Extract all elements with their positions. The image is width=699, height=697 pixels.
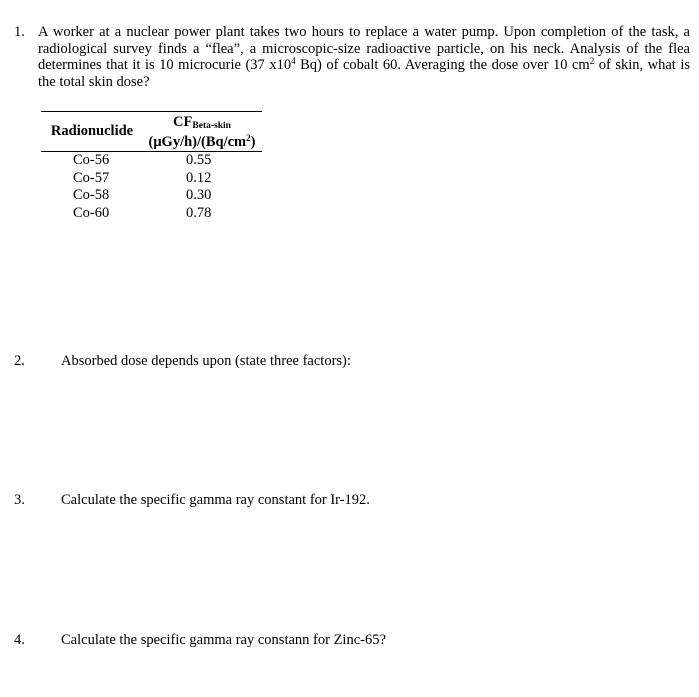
question-4-number: 4. (14, 632, 25, 648)
table-header-row (41, 112, 262, 152)
cf-value-cell: 0.78 (186, 204, 212, 221)
question-4-text: Calculate the specific gamma ray constann for Zinc-65? (61, 632, 386, 648)
question-2-number: 2. (14, 353, 25, 369)
cf-value-cell: 0.12 (186, 169, 212, 186)
question-3-number: 3. (14, 492, 25, 508)
table-row (41, 205, 262, 223)
question-1 (14, 24, 690, 90)
question-3-text: Calculate the specific gamma ray constant for Ir-192. (61, 492, 370, 508)
radionuclide-header: Radionuclide (50, 123, 134, 139)
nuclide-cell: Co-56 (73, 152, 110, 168)
cf-value-cell: 0.30 (186, 187, 212, 203)
table-row (41, 152, 262, 170)
question-1-number: 1. (14, 24, 25, 40)
cf-value-cell: 0.55 (186, 152, 212, 168)
nuclide-cell: Co-58 (73, 187, 110, 203)
conversion-factor-table (41, 111, 262, 222)
question-2-text: Absorbed dose depends upon (state three factors): (61, 353, 351, 369)
question-1-text: A worker at a nuclear power plant takes two hours to replace a water pump. Upon completion of the task, a radiological survey finds a “flea”, a microscopic-size radioactive particle, on his neck. Analysis of the flea determines that it is 10 microcurie (37 $x10^4$ Bq) of cobalt 60. Averaging the dose over 10 $cm^2$ of skin, what is the total skin dose? (38, 24, 691, 90)
table-row (41, 170, 262, 188)
nuclide-cell: Co-60 (73, 204, 110, 221)
nuclide-cell: Co-57 (73, 169, 110, 186)
cf-beta-skin-header: CFBeta-skin $(\mu Gy/h)/(Bq/cm^2)$ (148, 114, 256, 150)
table-row (41, 187, 262, 205)
